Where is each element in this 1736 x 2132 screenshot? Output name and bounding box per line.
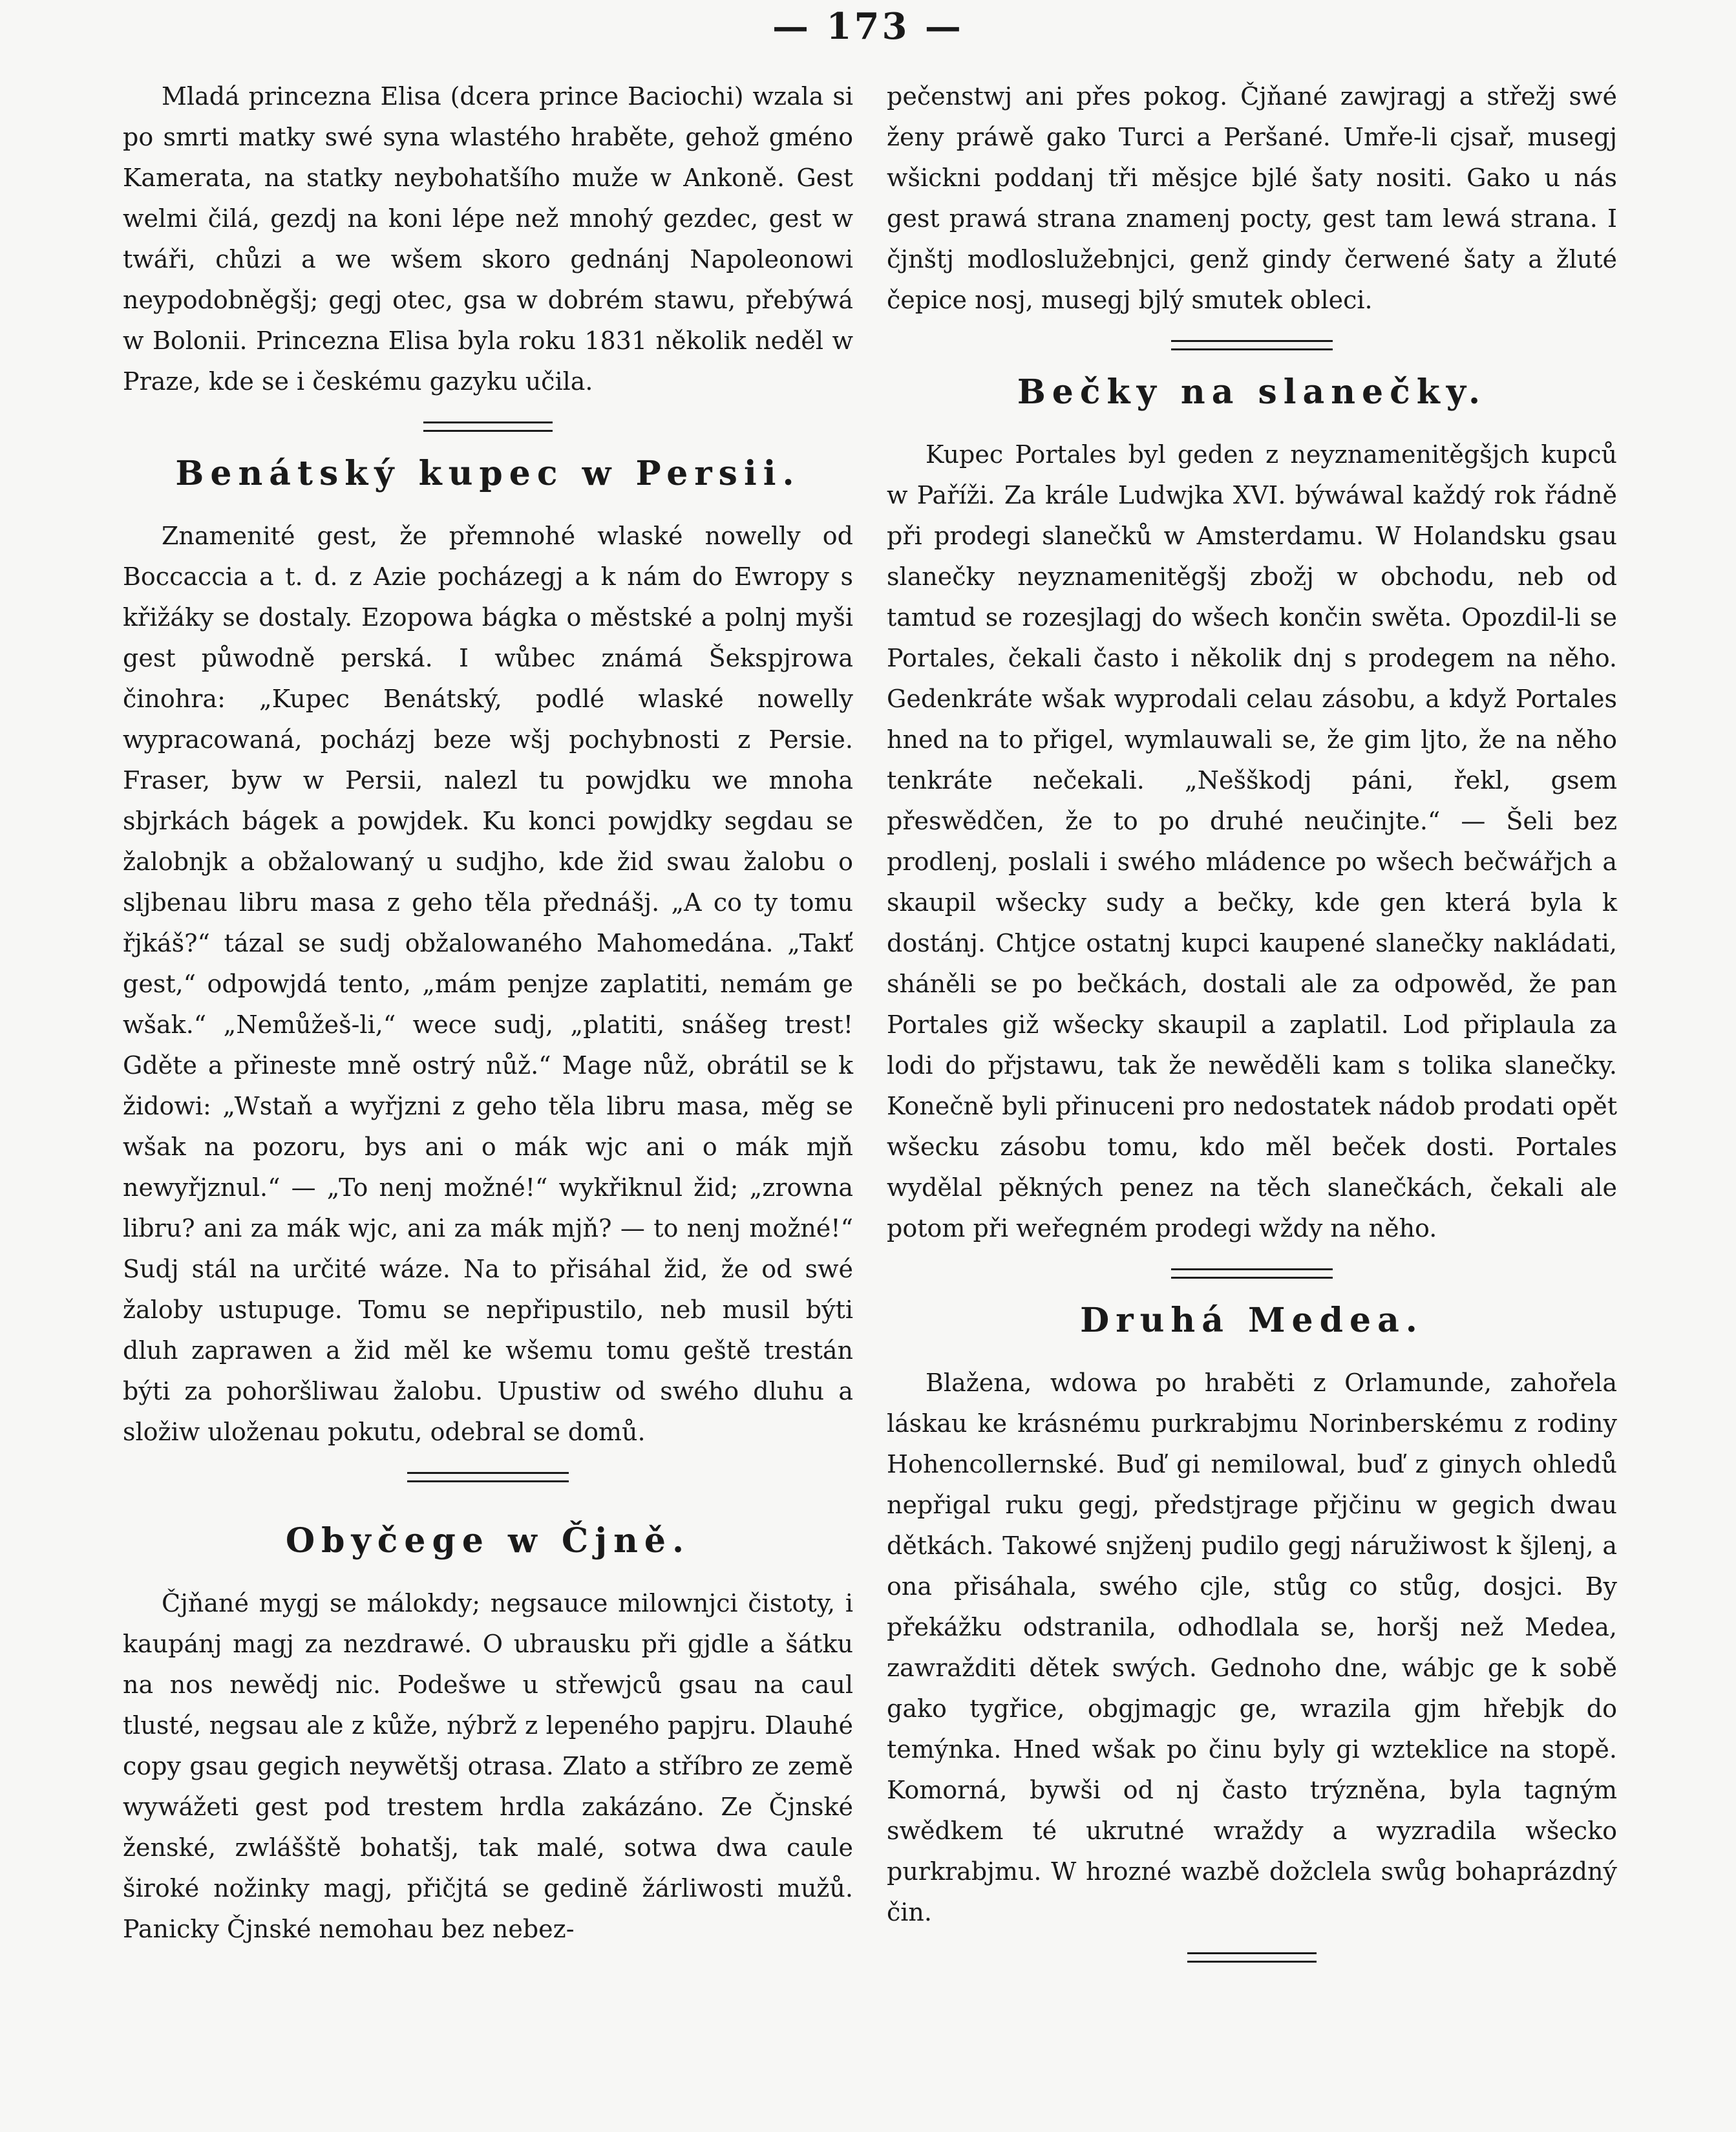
- article-elisa-text: Mladá princezna Elisa (dcera prince Baciochi) wzala si po smrti matky swé syna wlastého hraběte, gehož gméno Kamerata, na statky neybohatšího muže w Ankoně. Gest welmi čilá, gezdj na koni lépe než mnohý gezdec, gest w twáři, chůzi a we wšem skoro gednánj Napoleonowi neypodobněgšj; gegj otec, gsa w dobrém stawu, přebýwá w Bolonii. Princezna Elisa byla roku 1831 několik neděl w Praze, kde se i českému gazyku učila.: [123, 82, 853, 396]
- page-number: — 173 —: [772, 5, 964, 48]
- article-druha-medea-text: Blažena, wdowa po hraběti z Orlamunde, zahořela láskau ke krásnému purkrabjmu Norinberskému z rodiny Hohencollernské. Buď gi nemilowal, buď z ginych ohledů nepřigal ruku gegj, předstjrage přjčinu w gegich dwau dětkách. Takowé snjženj pudilo gegj náružiwost k šjlenj, a ona přisáhala, swého cjle, stůg co stůg, dosjci. By překážku odstranila, odhodlala se, horšj než Medea, zawražditi dětek swých. Gednoho dne, wábjc ge k sobě gako tygřice, obgjmagjc ge, wrazila gjm hřebjk do temýnka. Hned wšak po činu byly gi wzteklice na stopě. Komorná, bywši od nj často trýzněna, byla tagným swědkem té ukrutné wraždy a wyzradila wšecko purkrabjmu. W hrozné wazbě dožclela swůg bohaprázdný čin.: [887, 1369, 1617, 1926]
- heading-druha-medea: Druhá Medea.: [1080, 1301, 1424, 1340]
- section-divider: [423, 421, 553, 432]
- heading-obycege-w-cjne: Obyčege w Čjně.: [285, 1521, 691, 1561]
- left-column: [123, 76, 853, 1950]
- right-column: [887, 76, 1617, 1963]
- article-benatsky-kupec-text: Znamenité gest, že přemnohé wlaské nowelly od Boccaccia a t. d. z Azie pocházegj a k nám do Ewropy s křižáky se dostaly. Ezopowa bágka o městské a polnj myši gest půwodně perská. I wůbec známá Šekspjrowa činohra: „Kupec Benátský, podlé wlaské nowelly wypracowaná, pocházj beze wšj pochybnosti z Persie. Fraser, byw w Persii, nalezl tu powjdku we mnoha sbjrkách bágek a powjdek. Ku konci powjdky segdau se žalobnjk a obžalowaný u sudjho, kde žid swau žalobu o sljbenau libru masa z geho těla přednášj. „A co ty tomu řjkáš?“ tázal se sudj obžalowaného Mahomedána. „Takť gest,“ odpowjdá tento, „mám penjze zaplatiti, nemám ge wšak.“ „Nemůžeš-li,“ wece sudj, „platiti, snášeg trest! Gděte a přineste mně ostrý nůž.“ Mage nůž, obrátil se k židowi: „Wstaň a wyřjzni z geho těla libru masa, měg se wšak na pozoru, bys ani o mák wjc ani o mák mjň newyřjznul.“ — „To nenj možné!“ wykřiknul žid; „zrowna libru? ani za mák wjc, ani za mák mjň? — to nenj možné!“ Sudj stál na určité wáze. Na to přisáhal žid, že od swé žaloby ustupuge. Tomu se nepřipustilo, neb musil býti dluh zaprawen a žid měl ke wšemu tomu geště trestán býti za pohoršliwau žalobu. Upustiw od swého dluhu a složiw uloženau pokutu, odebral se domů.: [123, 522, 853, 1446]
- section-divider: [407, 1472, 569, 1482]
- section-divider: [1187, 1952, 1317, 1963]
- heading-becky-na-slanecky: Bečky na slanečky.: [1017, 372, 1487, 412]
- section-divider: [1171, 340, 1333, 350]
- heading-benatsky-kupec: Benátský kupec w Persii.: [175, 454, 801, 493]
- section-divider: [1171, 1268, 1333, 1279]
- article-becky-text: Kupec Portales byl geden z neyznamenitěgšjch kupců w Paříži. Za krále Ludwjka XVI. býwáwal každý rok řádně při prodegi slanečků w Amsterdamu. W Holandsku gsau slanečky neyznamenitěgšj zbožj w obchodu, neb od tamtud se rozesjlagj do wšech končin swěta. Opozdil-li se Portales, čekali často i několik dnj s prodegem na něho. Gedenkráte wšak wyprodali celau zásobu, a když Portales hned na to přigel, wymlauwali se, že gim ljto, že na něho tenkráte nečekali. „Nešškodj páni, řekl, gsem přeswědčen, že to po druhé neučinjte.“ — Šeli bez prodlenj, poslali i swého mládence po wšech bečwářjch a skaupil wšecky sudy a bečky, kde gen která byla k dostánj. Chtjce ostatnj kupci kaupené slanečky nakládati, sháněli se po bečkách, dostali ale za odpowěd, že pan Portales giž wšecky skaupil a zaplatil. Lod připlaula za lodi do přjstawu, tak že newěděli kam s tolika slanečky. Konečně byli přinuceni pro nedostatek nádob prodati opět wšecku zásobu tomu, kdo měl beček dosti. Portales wydělal pěkných penez na těch slanečkách, čekali ale potom při weřegném prodegi wždy na něho.: [887, 440, 1617, 1242]
- article-obycege-continued: pečenstwj ani přes pokog. Čjňané zawjragj a střežj swé ženy práwě gako Turci a Peršané. Umře-li cjsař, musegj wšickni poddanj tři měsjce bjlé šaty nositi. Gako u nás gest prawá strana znamenj pocty, gest tam lewá strana. I čjnštj modloslužebnjci, genž gindy čerwené šaty a žluté čepice nosj, musegj bjlý smutek obleci.: [887, 82, 1617, 314]
- article-obycege-text: Čjňané mygj se málokdy; negsauce milownjci čistoty, i kaupánj magj za nezdrawé. O ubrausku při gjdle a šátku na nos newědj nic. Podešwe u střewjců gsau na caul tlusté, negsau ale z kůže, nýbrž z lepeného papjru. Dlauhé copy gsau gegich neywětšj otrasa. Zlato a stříbro ze země wywážeti gest pod trestem hrdla zakázáno. Ze Čjnské ženské, zwlášště bohatšj, tak malé, sotwa dwa caule široké nožinky magj, přičjtá se gedině žárliwosti mužů. Panicky Čjnské nemohau bez nebez-: [123, 1589, 853, 1943]
